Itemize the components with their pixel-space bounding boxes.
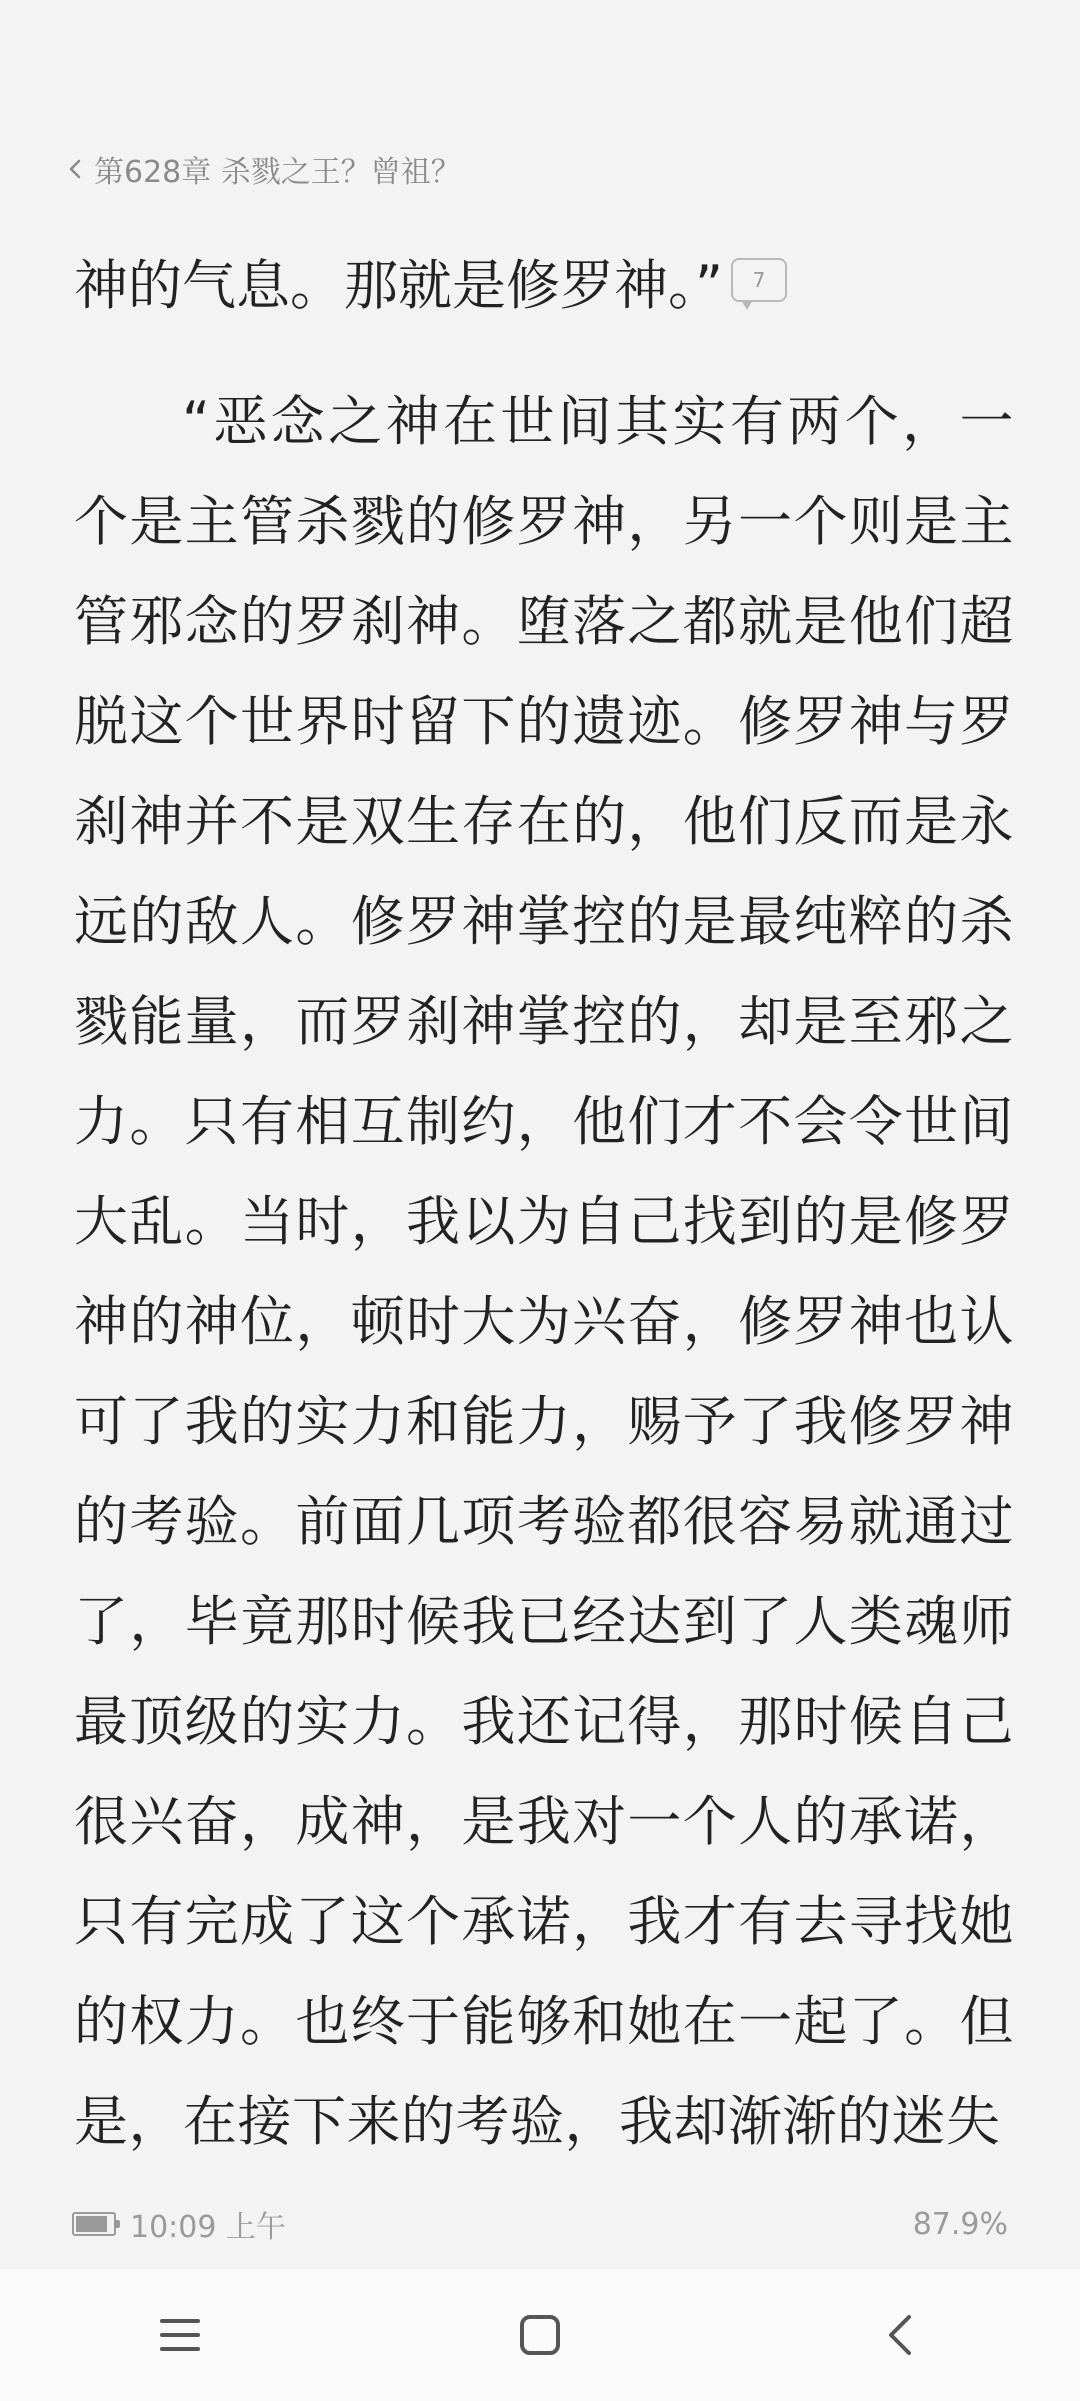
chapter-content <box>74 236 1014 2172</box>
menu-icon <box>160 2317 200 2353</box>
first-line-text: 神的气息。那就是修罗神。” <box>74 254 723 317</box>
status-time: 10:09 上午 <box>130 2210 286 2245</box>
first-line <box>74 236 1014 336</box>
comment-count: 7 <box>752 268 766 292</box>
home-button[interactable] <box>480 2290 600 2380</box>
reading-progress: 87.9% <box>912 2206 1008 2242</box>
status-left <box>72 2202 286 2246</box>
battery-icon <box>72 2212 116 2236</box>
system-nav-bar <box>0 2268 1080 2401</box>
back-button[interactable] <box>840 2290 960 2380</box>
menu-button[interactable] <box>120 2290 240 2380</box>
chapter-paragraph: “恶念之神在世间其实有两个，一个是主管杀戮的修罗神，另一个则是主管邪念的罗刹神。堕落之都就是他们超脱这个世界时留下的遗迹。修罗神与罗刹神并不是双生存在的，他们反而是永远的敌人。修罗神掌控的是最纯粹的杀戮能量，而罗刹神掌控的，却是至邪之力。只有相互制约，他们才不会令世间大乱。当时，我以为自己找到的是修罗神的神位，顿时大为兴奋，修罗神也认可了我的实力和能力，赐予了我修罗神的考验。前面几项考验都很容易就通过了，毕竟那时候我已经达到了人类魂师最顶级的实力。我还记得，那时候自己很兴奋，成神，是我对一个人的承诺，只有完成了这个承诺，我才有去寻找她的权力。也终于能够和她在一起了。但是，在接下来的考验，我却渐渐的迷失 <box>74 390 1014 2153</box>
comment-bubble-icon[interactable] <box>731 258 787 302</box>
reader-status-bar <box>72 2204 1008 2244</box>
back-icon <box>885 2313 915 2357</box>
home-icon <box>519 2314 561 2356</box>
chapter-title: 第628章 杀戮之王？曾祖？ <box>94 155 461 190</box>
chapter-header[interactable] <box>66 148 461 190</box>
battery-level <box>76 2216 107 2232</box>
chevron-left-icon[interactable] <box>66 157 84 181</box>
